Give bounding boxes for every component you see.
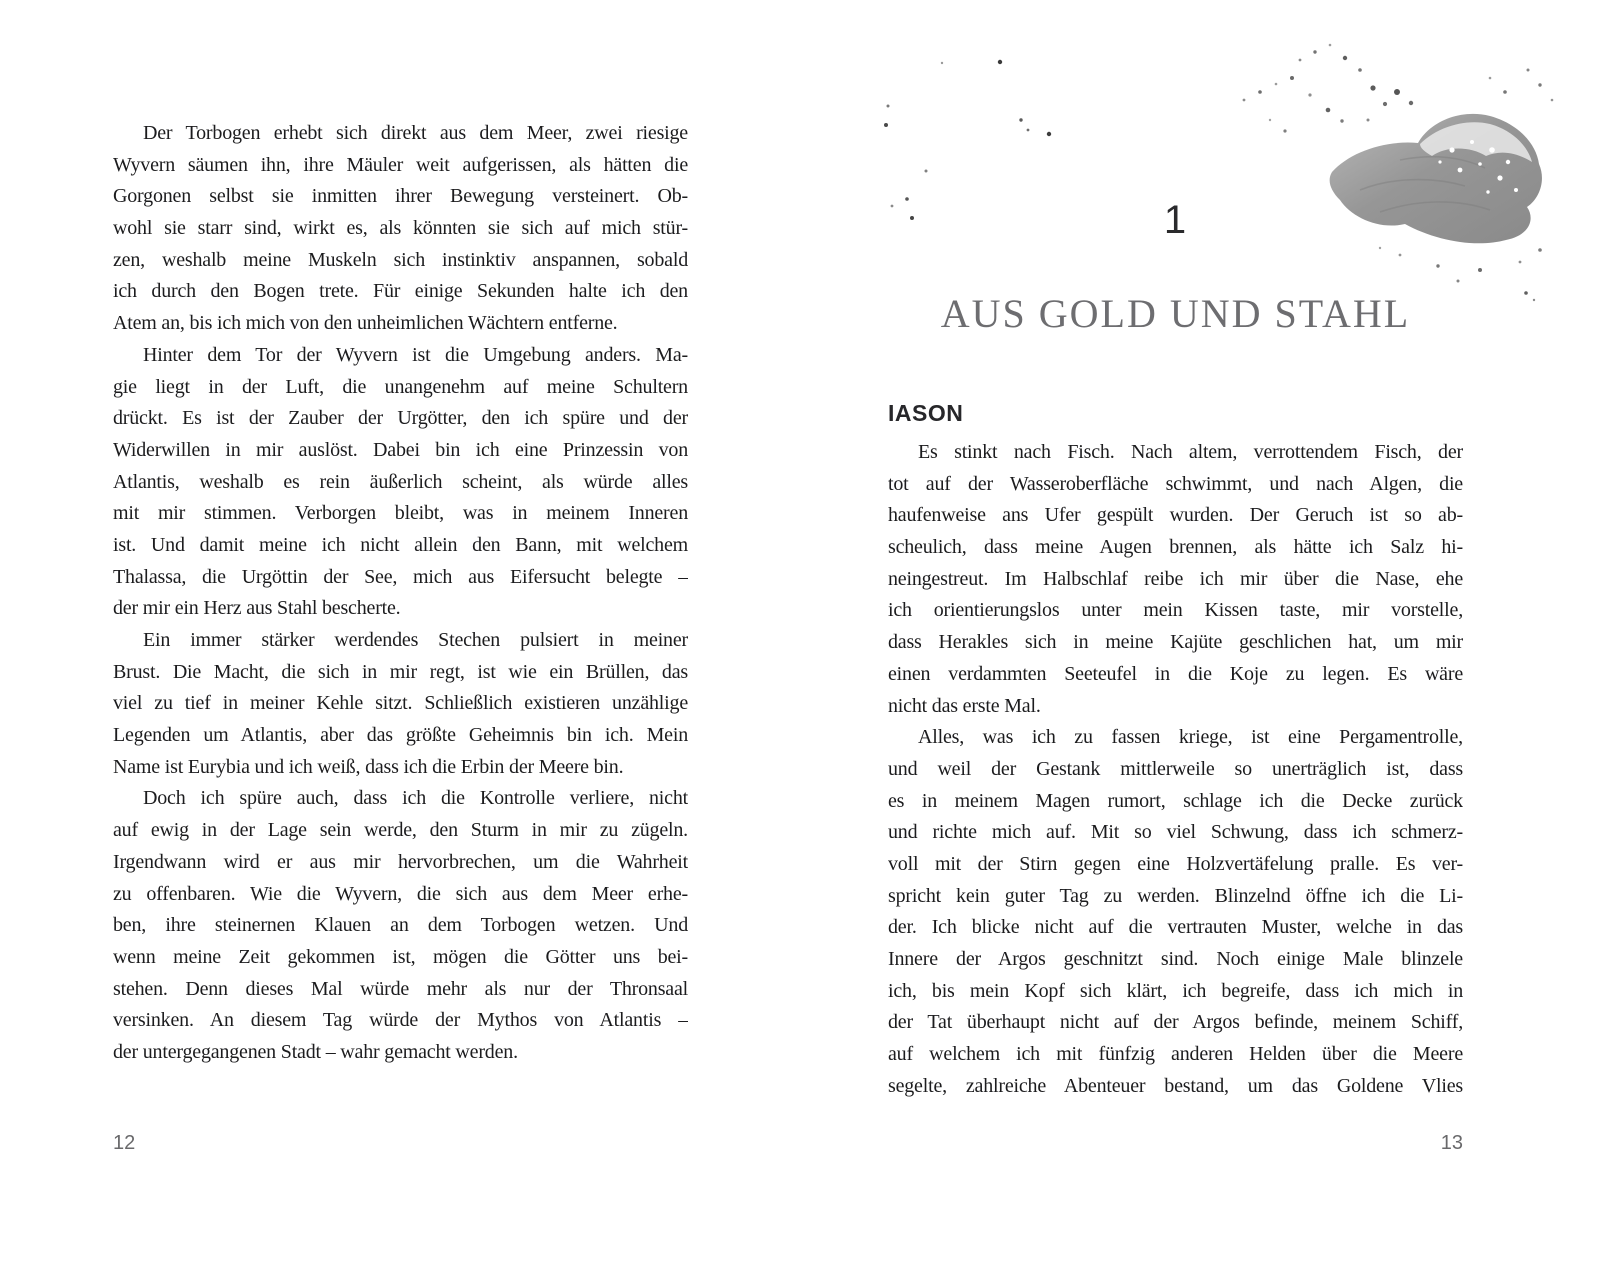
text-line: Hinter dem Tor der Wyvern ist die Umgebung anders. Ma- — [143, 343, 688, 366]
water-splash-image — [840, 0, 1600, 320]
text-line: der. Ich blicke nicht auf die vertrauten Muster, welche in das — [888, 916, 1463, 939]
text-line: auf ewig in der Lage sein werde, den Sturm in mir zu zügeln. — [113, 819, 688, 842]
text-line: wohl sie starr sind, wirkt es, als könnten sie sich auf mich stür- — [113, 217, 688, 240]
text-line: Atlantis, weshalb es rein äußerlich scheint, als würde alles — [113, 470, 688, 493]
text-line: Es stinkt nach Fisch. Nach altem, verrottendem Fisch, der — [918, 441, 1463, 463]
text-line: einen verdammten Seeteufel in die Koje zu legen. Es wäre — [888, 662, 1463, 685]
chapter-number: 1 — [1163, 198, 1188, 242]
text-line: Name ist Eurybia und ich weiß, dass ich die Erbin der Meere bin. — [113, 755, 624, 778]
text-line: und richte mich auf. Mit so viel Schwung, dass ich schmerz- — [888, 821, 1463, 844]
paragraph — [113, 625, 688, 783]
text-line: und weil der Gestank mittlerweile so unerträglich ist, dass — [888, 757, 1463, 780]
chapter-title: AUS GOLD UND STAHL — [940, 291, 1411, 336]
text-line: Innere der Argos geschnitzt sind. Noch einige Male blinzele — [888, 948, 1463, 970]
text-line: Ein immer stärker werdendes Stechen pulsiert in meiner — [143, 629, 688, 651]
body-text-right — [888, 437, 1463, 1102]
text-line: versinken. An diesem Tag würde der Mythos von Atlantis – — [113, 1009, 688, 1032]
text-line: nicht das erste Mal. — [888, 694, 1041, 717]
text-line: Irgendwann wird er aus mir hervorbrechen, um die Wahrheit — [113, 850, 688, 873]
narrator-heading: IASON — [888, 400, 964, 426]
text-line: ist. Und damit meine ich nicht allein den Bann, mit welchem — [113, 533, 688, 556]
text-line: stehen. Denn dieses Mal würde mehr als nur der Thronsaal — [113, 977, 688, 1000]
text-line: Alles, was ich zu fassen kriege, ist eine Pergamentrolle, — [918, 726, 1463, 749]
text-line: Gorgonen selbst sie inmitten ihrer Bewegung versteinert. Ob- — [113, 185, 688, 208]
text-line: Widerwillen in mir auslöst. Dabei bin ich eine Prinzessin von — [113, 438, 688, 461]
text-line: Doch ich spüre auch, dass ich die Kontrolle verliere, nicht — [143, 787, 688, 810]
paragraph — [113, 340, 688, 625]
text-line: Brust. Die Macht, die sich in mir regt, ist wie ein Brüllen, das — [113, 660, 688, 683]
text-line: der untergegangenen Stadt – wahr gemacht werden. — [113, 1040, 518, 1063]
text-line: Wyvern säumen ihn, ihre Mäuler weit aufgerissen, als hätten die — [113, 153, 688, 176]
spray-droplets — [1243, 44, 1414, 133]
text-line: segelte, zahlreiche Abenteuer bestand, um das Goldene Vlies — [888, 1074, 1463, 1097]
text-line: ich, bis mein Kopf sich klärt, ich begreife, dass ich mich in — [888, 979, 1463, 1002]
text-line: der mir ein Herz aus Stahl bescherte. — [113, 597, 401, 620]
paragraph — [888, 437, 1463, 722]
text-line: es in meinem Magen rumort, schlage ich die Decke zurück — [888, 789, 1463, 812]
text-line: spricht kein guter Tag zu werden. Blinzelnd öffne ich die Li- — [888, 884, 1463, 907]
text-line: scheulich, dass meine Augen brennen, als hätte ich Salz hi- — [888, 536, 1463, 559]
text-line: voll mit der Stirn gegen eine Holzvertäfelung pralle. Es ver- — [888, 852, 1463, 875]
text-line: wenn meine Zeit gekommen ist, mögen die Götter uns bei- — [113, 945, 688, 968]
falling-droplets — [1367, 69, 1554, 302]
text-line: viel zu tief in meiner Kehle sitzt. Schließlich existieren unzählige — [113, 692, 688, 715]
text-line: haufenweise ans Ufer gespült wurden. Der Geruch ist so ab- — [888, 504, 1463, 527]
text-line: ben, ihre steinernen Klauen an dem Torbogen wetzen. Und — [113, 914, 688, 937]
text-line: tot auf der Wasseroberfläche schwimmt, und nach Algen, die — [888, 472, 1463, 495]
text-line: Legenden um Atlantis, aber das größte Geheimnis bin ich. Mein — [113, 724, 688, 747]
paragraph — [113, 783, 688, 1068]
text-line: mit mir stimmen. Verborgen bleibt, was in meinem Inneren — [113, 502, 688, 525]
text-line: dass Herakles sich in meine Kajüte geschlichen hat, um mir — [888, 631, 1463, 654]
splash-crest — [1420, 122, 1532, 162]
text-line: ich orientierungslos unter mein Kissen taste, mir vorstelle, — [888, 599, 1463, 622]
text-line: auf welchem ich mit fünfzig anderen Helden über die Meere — [888, 1043, 1463, 1066]
paragraph — [113, 118, 688, 340]
text-line: Thalassa, die Urgöttin der See, mich aus Eifersucht belegte – — [113, 565, 688, 588]
body-text-left — [113, 118, 688, 1069]
page-number-right: 13 — [1440, 1132, 1463, 1154]
text-line: neingestreut. Im Halbschlaf reibe ich mir über die Nase, ehe — [888, 567, 1463, 590]
text-line: ich durch den Bogen trete. Für einige Sekunden halte ich den — [113, 280, 688, 303]
ink-speckles-left — [884, 60, 1051, 220]
text-line: der Tat überhaupt nicht auf der Argos befinde, meinem Schiff, — [888, 1011, 1463, 1034]
text-line: drückt. Es ist der Zauber der Urgötter, den ich spüre und der — [113, 407, 688, 430]
text-line: Atem an, bis ich mich von den unheimlichen Wächtern entferne. — [113, 312, 618, 335]
text-line: zen, weshalb meine Muskeln sich instinktiv anspannen, sobald — [113, 248, 688, 271]
paragraph — [888, 722, 1463, 1102]
foam-highlights — [1438, 140, 1518, 194]
page-number-left: 12 — [113, 1132, 136, 1154]
text-line: gie liegt in der Luft, die unangenehm auf meine Schultern — [113, 375, 688, 398]
text-line: zu offenbaren. Wie die Wyvern, die sich aus dem Meer erhe- — [113, 882, 688, 905]
text-line: Der Torbogen erhebt sich direkt aus dem Meer, zwei riesige — [143, 122, 688, 144]
